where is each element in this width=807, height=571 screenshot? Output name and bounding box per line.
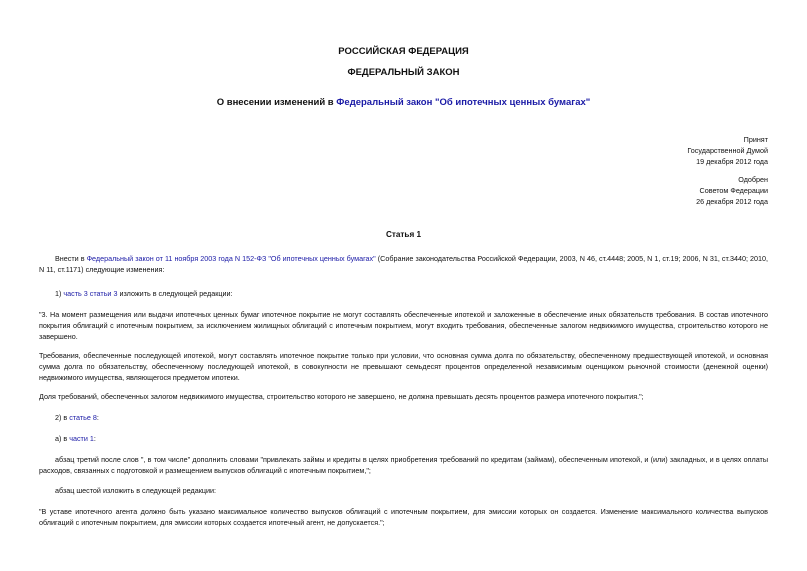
text-span: 2) в	[55, 413, 70, 422]
paragraph-intro	[39, 254, 768, 276]
paragraph-sixth-subparagraph: абзац шестой изложить в следующей редакции:	[55, 486, 216, 495]
paragraph-third-subparagraph: абзац третий после слов ", в том числе" дополнить словами "привлекать займы и кредиты в целях приобретения требований по кредитам (займам), обеспеченным ипотекой, и (или) закладных, и в целях оплаты расходов, связанных с подготовкой и размещением выпусков облигаций с ипотечным покрытием,";	[39, 455, 768, 475]
document-type-heading: ФЕДЕРАЛЬНЫЙ ЗАКОН	[347, 67, 460, 78]
approval-date: 26 декабря 2012 года	[696, 197, 768, 206]
article-heading: Статья 1	[385, 230, 422, 239]
text-span: :	[93, 434, 96, 443]
paragraph-share-of-claims: Доля требований, обеспеченных залогом недвижимого имущества, строительство которого не завершено, не должна превышать десять процентов размера ипотечного покрытия.";	[39, 392, 644, 401]
part-1-link[interactable]: части 1	[69, 434, 94, 443]
paragraph-quote-charter: "В уставе ипотечного агента должно быть указано максимальное количество выпусков облигаций с ипотечным покрытием, для эмиссии которых он создается. Изменение максимального количества выпусков облигаций с ипотечным покрытием, для эмиссии которых создается ипотечный агент, не допускается.";	[39, 507, 768, 527]
text-span: :	[96, 413, 99, 422]
paragraph-subsequent-mortgage: Требования, обеспеченные последующей ипотекой, могут составлять ипотечное покрытие только при условии, что основная сумма долга по обязательству, обеспеченному предшествующей ипотекой, и основная сумма долга по обязательству, обеспеченному последующей ипотекой, в совокупности не превышают семьдесят процентов определенной независимым оценщиком рыночной стоимости (денежной оценки) недвижимого имущества, являющегося предметом ипотеки.	[39, 351, 768, 382]
federal-law-link[interactable]: Федеральный закон от 11 ноября 2003 года N 152-ФЗ "Об ипотечных ценных бумагах"	[86, 254, 376, 263]
paragraph-subitem-a	[39, 434, 768, 445]
adoption-date: 19 декабря 2012 года	[696, 157, 768, 166]
approval-line: Одобрен	[738, 175, 768, 184]
text-span: (Собрание законодательства Российской Федерации, 2003, N 46, ст.4448; 2005, N 1, ст.19; 2006, N 31, ст.3440; 2010, N 11, ст.1171) следующие изменения:	[39, 254, 768, 274]
article-3-part-3-link[interactable]: часть 3 статьи 3	[63, 289, 118, 298]
article-8-link[interactable]: статье 8	[69, 413, 97, 422]
paragraph-item-1	[39, 289, 768, 300]
law-title-prefix: О внесении изменений в	[216, 97, 337, 108]
adoption-line: Государственной Думой	[687, 146, 768, 155]
text-span: изложить в следующей редакции:	[117, 289, 233, 298]
text-span: а) в	[55, 434, 70, 443]
law-title-link[interactable]: Федеральный закон "Об ипотечных ценных бумагах"	[336, 97, 591, 108]
text-span: Внести в	[55, 254, 87, 263]
adoption-duma-block	[687, 134, 768, 167]
text-span: 1)	[55, 289, 64, 298]
adoption-line: Принят	[743, 135, 768, 144]
paragraph-quote-part-3: "3. На момент размещения или выдачи ипотечных ценных бумаг ипотечное покрытие не могут составлять обеспеченные ипотекой и заложенные в обеспечение иных обязательств требования. В состав ипотечного покрытия облигаций с ипотечным покрытием, за исключением жилищных облигаций с ипотечным покрытием, могут входить требования, обеспеченные залогом недвижимого имущества, строительство которого не завершено.	[39, 310, 768, 341]
approval-line: Советом Федерации	[699, 186, 768, 195]
country-heading: РОССИЙСКАЯ ФЕДЕРАЦИЯ	[338, 46, 469, 57]
approval-federation-council-block	[696, 174, 768, 207]
law-title	[0, 97, 807, 108]
paragraph-item-2	[39, 413, 768, 424]
